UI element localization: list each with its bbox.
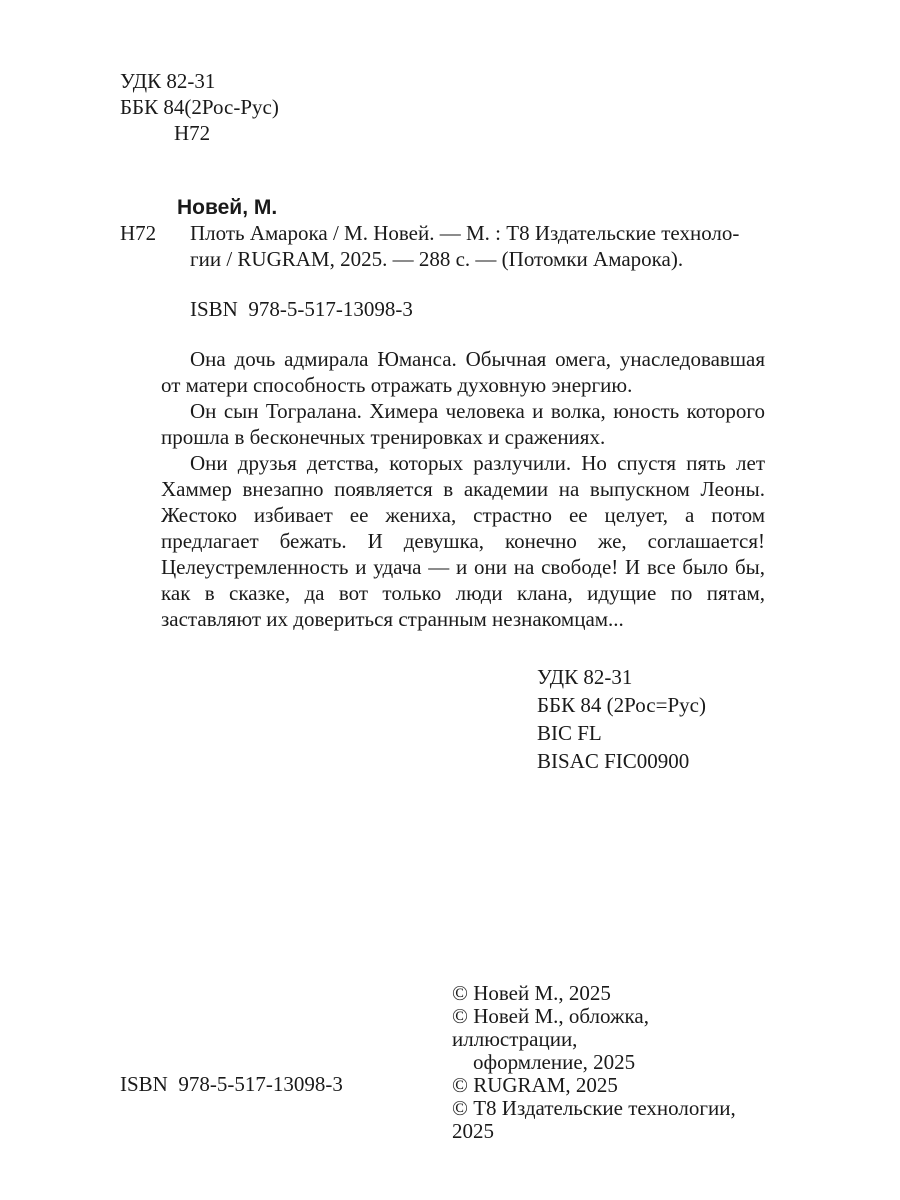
bibliographic-description xyxy=(190,220,765,272)
header-classification-codes xyxy=(120,68,279,146)
header-udk: УДК 82-31 xyxy=(120,69,216,93)
author-name: Новей, М. xyxy=(177,196,278,219)
classification-udk: УДК 82-31 xyxy=(537,665,633,689)
copyright-block xyxy=(452,982,772,1143)
copyright-rugram: © RUGRAM, 2025 xyxy=(452,1073,618,1097)
biblio-line-2: гии / RUGRAM, 2025. — 288 с. — (Потомки Амарока). xyxy=(190,247,684,271)
author-side-code: Н72 xyxy=(120,221,157,245)
annotation-paragraph-1: Она дочь адмирала Юманса. Обычная омега, унаследовавшая от матери способность отражать духовную энергию. xyxy=(161,347,765,397)
classification-bic: BIC FL xyxy=(537,721,602,745)
annotation xyxy=(161,346,765,632)
classification-block xyxy=(537,663,706,775)
annotation-paragraph-3: Они друзья детства, которых разлучили. Но спустя пять лет Хаммер внезапно появляется в академии на выпускном Леоны. Жестоко избивает ее жениха, страстно ее целует, а потом предлагает бежать. И девушка, конечно же, соглашается! Целеустремленность и удача — и они на свободе! И все было бы, как в сказке, да вот только люди клана, идущие по пятам, заставляют их довериться странным незнакомцам... xyxy=(161,451,765,631)
biblio-line-1: Плоть Амарока / М. Новей. — М. : Т8 Издательские техноло- xyxy=(190,221,740,245)
copyright-t8: © Т8 Издательские технологии, 2025 xyxy=(452,1096,736,1143)
isbn-footer: ISBN 978-5-517-13098-3 xyxy=(120,1072,343,1096)
copyright-author: © Новей М., 2025 xyxy=(452,981,611,1005)
classification-bisac: BISAC FIC00900 xyxy=(537,749,690,773)
header-author-code: Н72 xyxy=(174,121,211,145)
copyright-illustrations: © Новей М., обложка, иллюстрации, xyxy=(452,1004,649,1051)
classification-bbk: ББК 84 (2Рос=Рус) xyxy=(537,693,706,717)
annotation-paragraph-2: Он сын Тогралана. Химера человека и волка, юность которого прошла в бесконечных тренировках и сражениях. xyxy=(161,399,765,449)
copyright-illustrations-cont: оформление, 2025 xyxy=(473,1050,636,1074)
header-bbk: ББК 84(2Рос-Рус) xyxy=(120,95,279,119)
isbn-record: ISBN 978-5-517-13098-3 xyxy=(190,297,413,321)
